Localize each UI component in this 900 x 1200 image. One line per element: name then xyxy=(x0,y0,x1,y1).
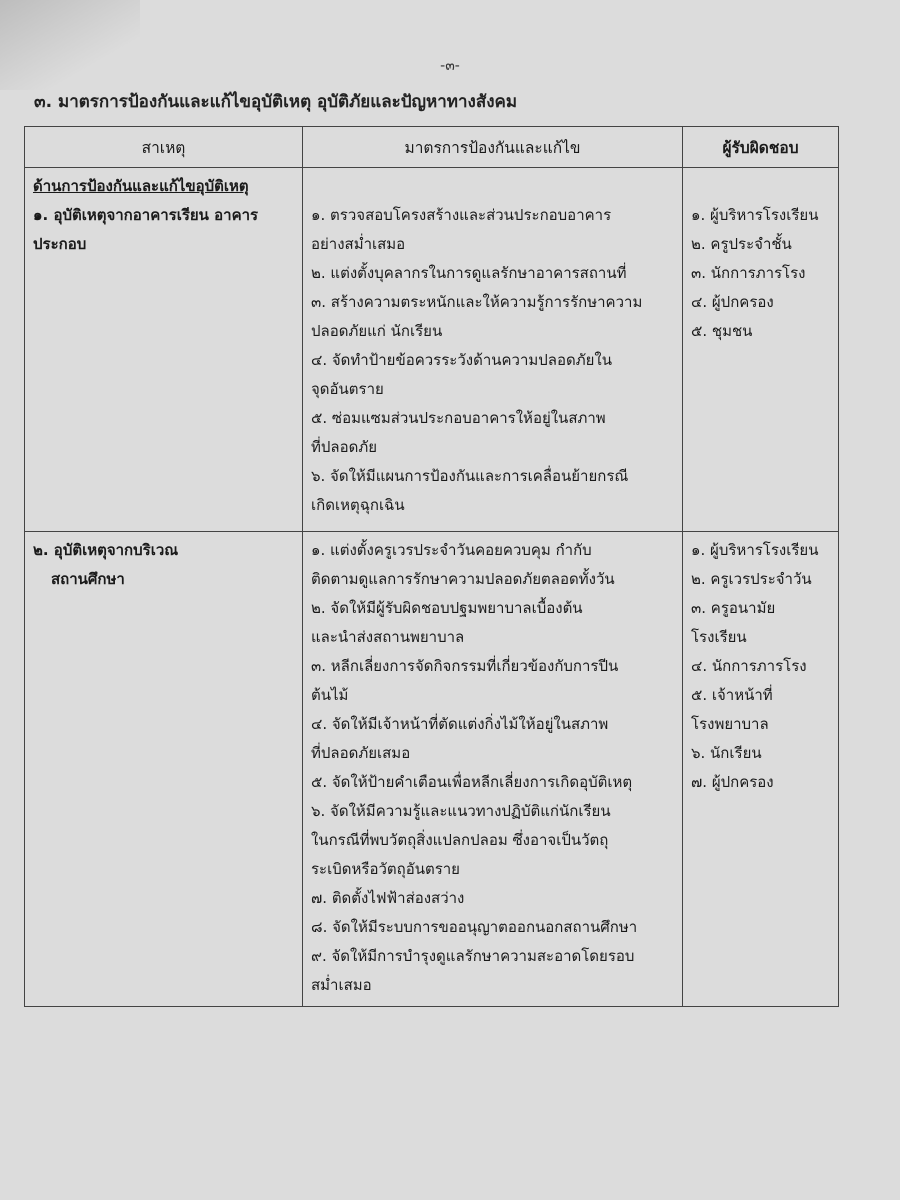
table-row xyxy=(25,168,839,532)
responsible-line: โรงเรียน xyxy=(691,628,747,646)
measure-line: ในกรณีที่พบวัตถุสิ่งแปลกปลอม ซึ่งอาจเป็นวัตถุ xyxy=(311,831,609,849)
measures-cell xyxy=(303,532,683,1007)
measure-line: ต้นไม้ xyxy=(311,686,349,704)
responsible-line: ๓. ครูอนามัย xyxy=(691,599,776,617)
responsible-line: ๕. เจ้าหน้าที่ xyxy=(691,686,773,704)
measure-line: ที่ปลอดภัยเสมอ xyxy=(311,744,411,762)
responsible-line: โรงพยาบาล xyxy=(691,715,769,733)
measure-line: ๔. จัดทำป้ายข้อควรระวังด้านความปลอดภัยใน xyxy=(311,351,613,369)
responsible-cell xyxy=(683,168,839,532)
measure-line: ปลอดภัยแก่ นักเรียน xyxy=(311,322,443,340)
cause-cell xyxy=(25,532,303,1007)
measures-table xyxy=(24,126,839,1007)
measure-line: เกิดเหตุฉุกเฉิน xyxy=(311,496,405,514)
table-header-row xyxy=(25,127,839,168)
cause-title-cont: ประกอบ xyxy=(33,235,87,253)
responsible-line: ๒. ครูประจำชั้น xyxy=(691,235,792,253)
page-number: -๓- xyxy=(440,58,460,74)
measure-line: ระเบิดหรือวัตถุอันตราย xyxy=(311,860,460,878)
section-title: ๓. มาตรการป้องกันและแก้ไขอุบัติเหตุ อุบัติภัยและปัญหาทางสังคม xyxy=(34,92,518,112)
measure-line: ๘. จัดให้มีระบบการขออนุญาตออกนอกสถานศึกษา xyxy=(311,918,638,936)
measure-line: จุดอันตราย xyxy=(311,380,384,398)
measure-line: อย่างสม่ำเสมอ xyxy=(311,235,406,253)
measure-line: ๕. จัดให้ป้ายคำเตือนเพื่อหลีกเลี่ยงการเกิดอุบัติเหตุ xyxy=(311,773,633,791)
measure-line: ๓. สร้างความตระหนักและให้ความรู้การรักษาความ xyxy=(311,293,643,311)
responsible-cell xyxy=(683,532,839,1007)
cause-title-cont: สถานศึกษา xyxy=(51,570,125,588)
header-cause: สาเหตุ xyxy=(25,127,303,168)
measure-line: ๒. แต่งตั้งบุคลากรในการดูแลรักษาอาคารสถานที่ xyxy=(311,264,627,282)
responsible-line: ๑. ผู้บริหารโรงเรียน xyxy=(691,541,819,559)
measure-line: และนำส่งสถานพยาบาล xyxy=(311,628,465,646)
responsible-line: ๗. ผู้ปกครอง xyxy=(691,773,774,791)
measure-line: ๗. ติดตั้งไฟฟ้าส่องสว่าง xyxy=(311,889,465,907)
measure-line: ที่ปลอดภัย xyxy=(311,438,378,456)
responsible-line: ๑. ผู้บริหารโรงเรียน xyxy=(691,206,819,224)
measure-line: ๙. จัดให้มีการบำรุงดูแลรักษาความสะอาดโดยรอบ xyxy=(311,947,635,965)
responsible-line: ๓. นักการภารโรง xyxy=(691,264,806,282)
measure-line: ๖. จัดให้มีความรู้และแนวทางปฏิบัติแก่นักเรียน xyxy=(311,802,611,820)
measure-line: ๕. ซ่อมแซมส่วนประกอบอาคารให้อยู่ในสภาพ xyxy=(311,409,606,427)
measure-line: ๑. แต่งตั้งครูเวรประจำวันคอยควบคุม กำกับ xyxy=(311,541,592,559)
header-responsible: ผู้รับผิดชอบ xyxy=(683,127,839,168)
measure-line: ๔. จัดให้มีเจ้าหน้าที่ตัดแต่งกิ่งไม้ให้อยู่ในสภาพ xyxy=(311,715,609,733)
responsible-line: ๔. นักการภารโรง xyxy=(691,657,807,675)
responsible-line: ๕. ชุมชน xyxy=(691,322,753,340)
responsible-line: ๖. นักเรียน xyxy=(691,744,762,762)
cause-title: ๒. อุบัติเหตุจากบริเวณ xyxy=(33,541,179,559)
measure-line: ๑. ตรวจสอบโครงสร้างและส่วนประกอบอาคาร xyxy=(311,206,612,224)
cause-heading: ด้านการป้องกันและแก้ไขอุบัติเหตุ xyxy=(33,177,249,195)
measure-line: ๒. จัดให้มีผู้รับผิดชอบปฐมพยาบาลเบื้องต้น xyxy=(311,599,583,617)
measures-cell xyxy=(303,168,683,532)
responsible-line: ๔. ผู้ปกครอง xyxy=(691,293,774,311)
measure-line: ติดตามดูแลการรักษาความปลอดภัยตลอดทั้งวัน xyxy=(311,570,615,588)
cause-title: ๑. อุบัติเหตุจากอาคารเรียน อาคาร xyxy=(33,206,259,224)
cause-cell xyxy=(25,168,303,532)
table-row xyxy=(25,532,839,1007)
measure-line: ๓. หลีกเลี่ยงการจัดกิจกรรมที่เกี่ยวข้องกับการปีน xyxy=(311,657,619,675)
measure-line: สม่ำเสมอ xyxy=(311,976,372,994)
header-measures: มาตรการป้องกันและแก้ไข xyxy=(303,127,683,168)
measure-line: ๖. จัดให้มีแผนการป้องกันและการเคลื่อนย้ายกรณี xyxy=(311,467,629,485)
responsible-line: ๒. ครูเวรประจำวัน xyxy=(691,570,812,588)
